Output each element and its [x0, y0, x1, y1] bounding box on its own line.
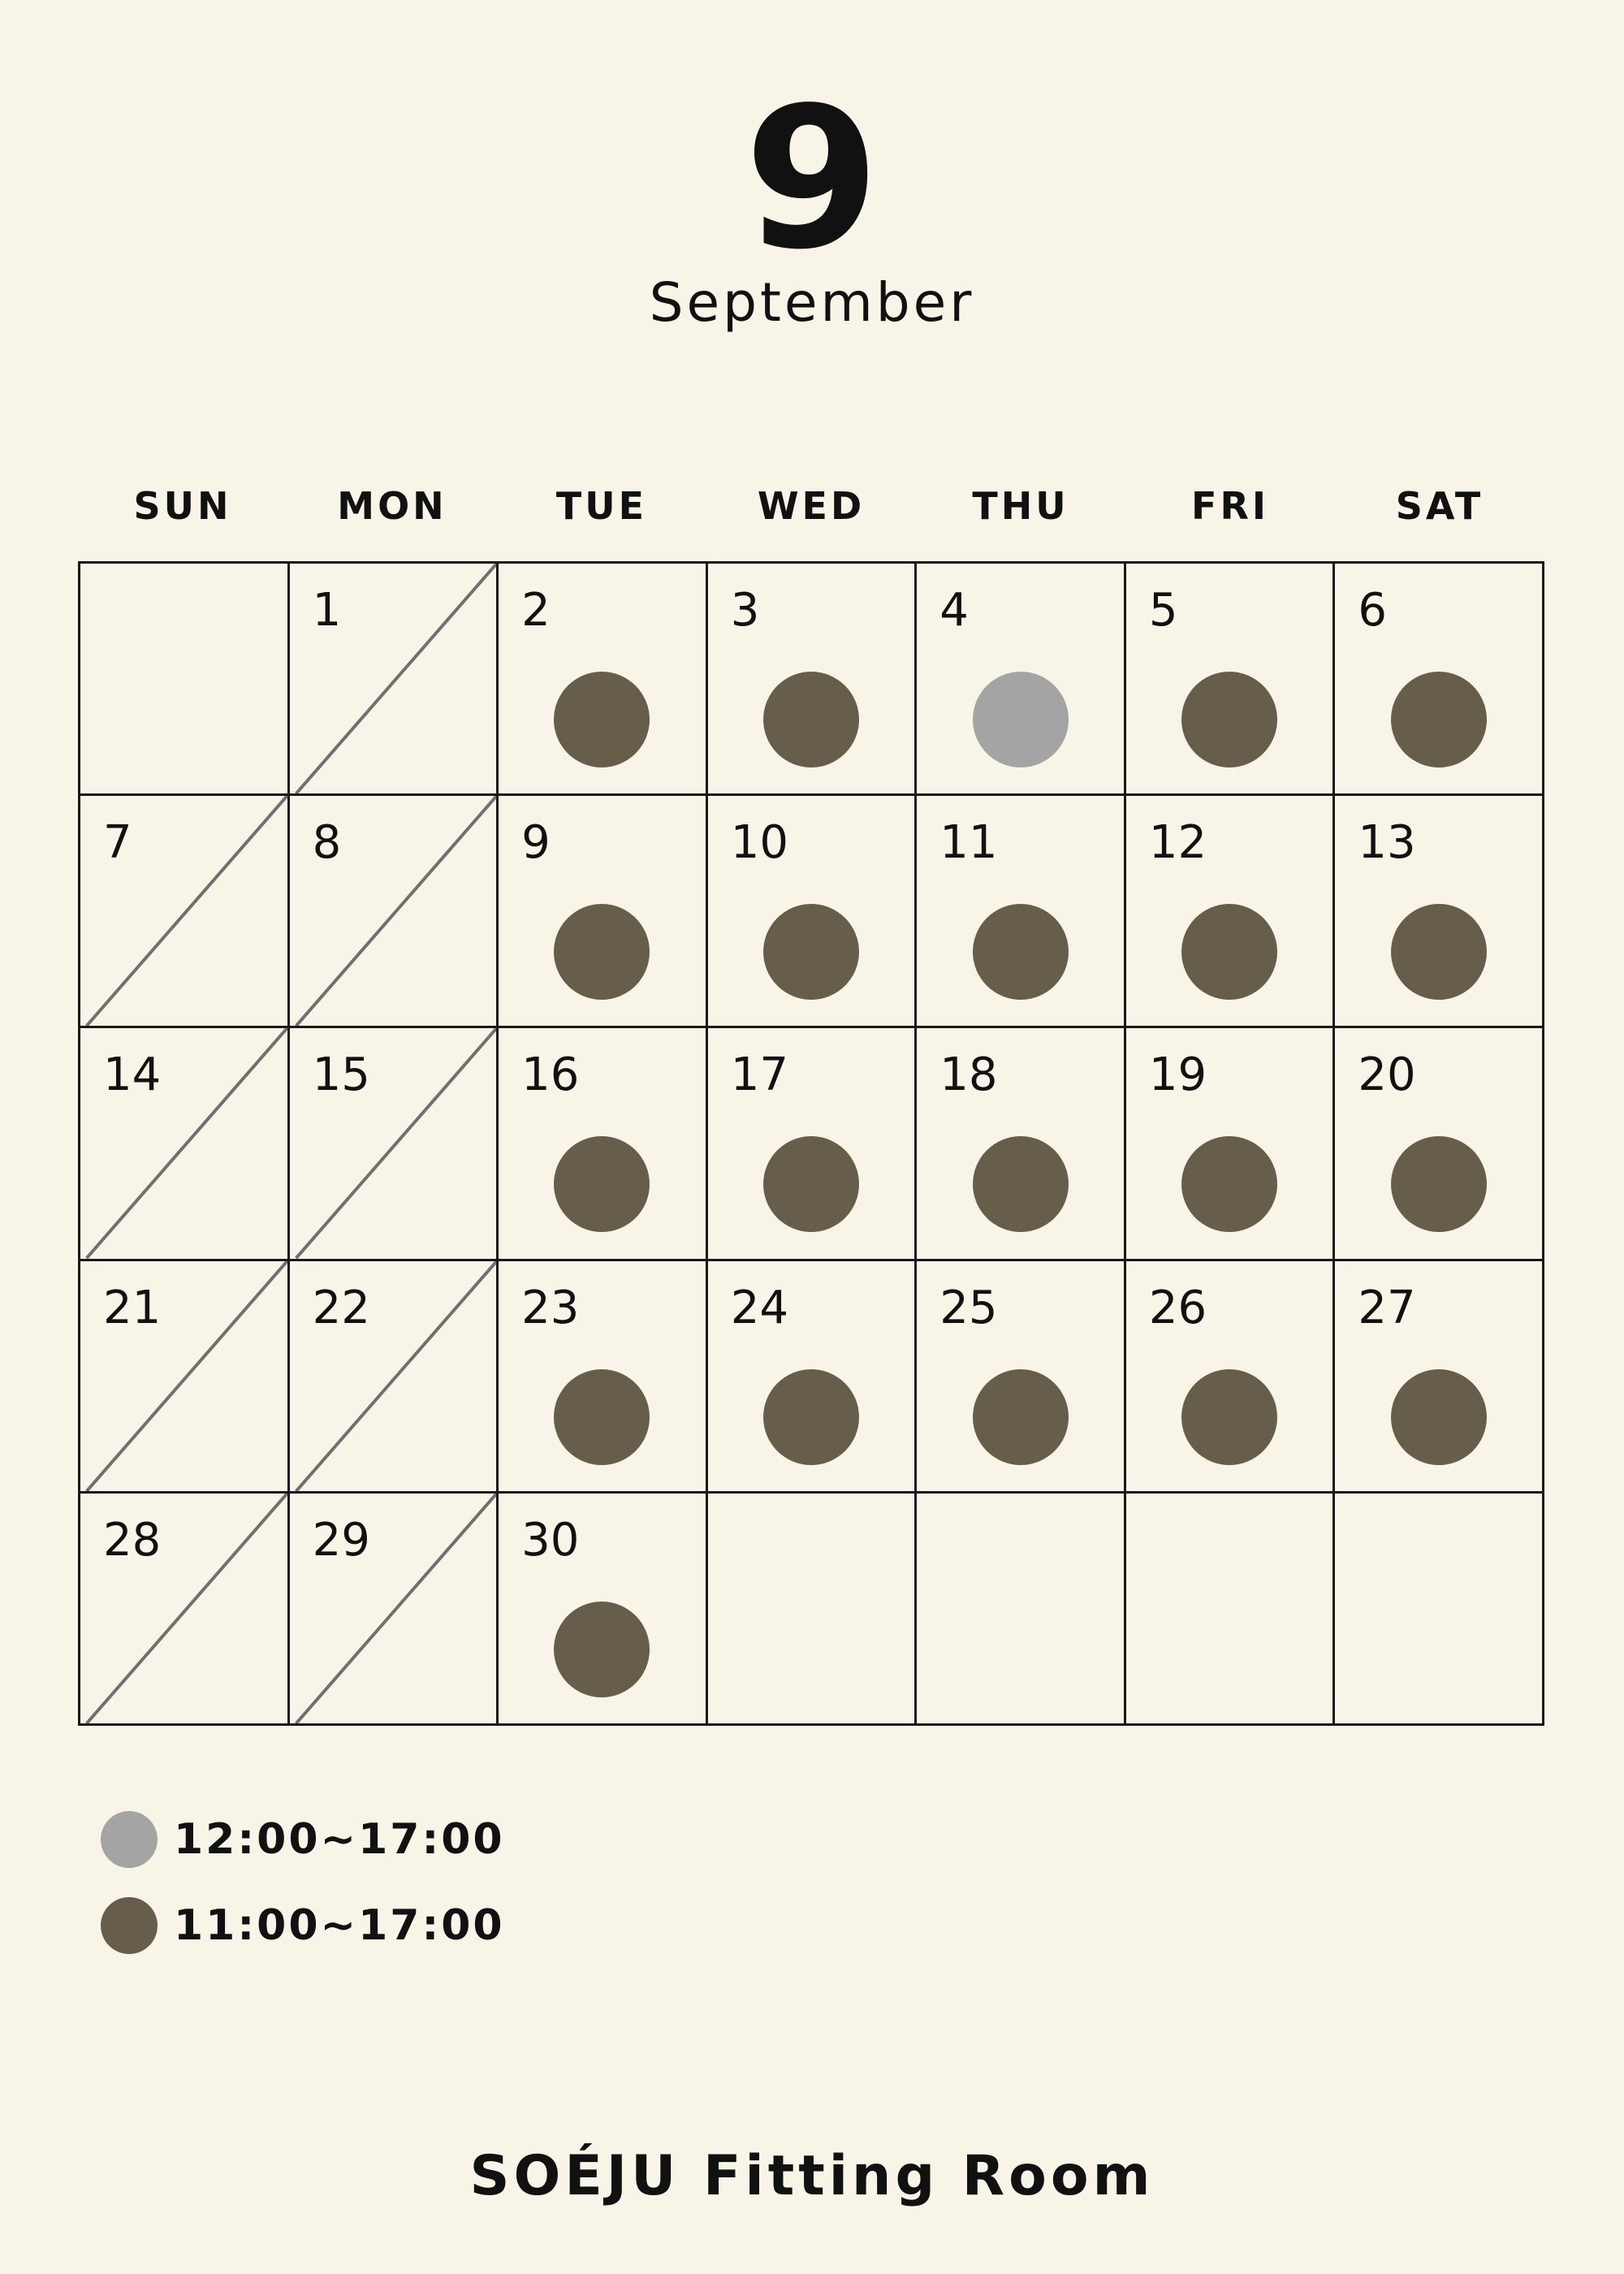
day-number: 18	[939, 1048, 998, 1102]
legend-item-12	[101, 1811, 505, 1868]
day-cell-10	[708, 796, 918, 1028]
dark-dot-icon	[973, 1136, 1069, 1232]
day-cell-15	[290, 1028, 499, 1260]
dark-dot-icon	[554, 672, 650, 767]
day-cell-13	[1335, 796, 1544, 1028]
day-number: 1	[312, 584, 342, 637]
empty-cell	[80, 564, 290, 796]
day-cell-14	[80, 1028, 290, 1260]
day-cell-4	[917, 564, 1126, 796]
day-cell-19	[1126, 1028, 1336, 1260]
empty-cell	[917, 1494, 1126, 1726]
day-cell-1	[290, 564, 499, 796]
month-name: September	[649, 271, 975, 334]
dark-dot-icon	[554, 1369, 650, 1465]
day-cell-20	[1335, 1028, 1544, 1260]
day-cell-8	[290, 796, 499, 1028]
dark-dot-icon	[763, 904, 859, 1000]
weekday-mon: MON	[337, 484, 447, 528]
calendar-grid	[78, 561, 1544, 1726]
day-number: 25	[939, 1281, 998, 1334]
dark-dot-icon	[1181, 904, 1277, 1000]
day-number: 30	[521, 1513, 580, 1567]
month-number: 9	[744, 65, 880, 292]
gray-dot-icon	[973, 672, 1069, 767]
day-number: 5	[1148, 584, 1178, 637]
weekday-header-row	[78, 484, 1544, 533]
dark-dot-icon	[1391, 1136, 1487, 1232]
day-cell-9	[499, 796, 708, 1028]
dark-dot-icon	[763, 1136, 859, 1232]
day-number: 8	[312, 816, 342, 870]
legend	[101, 1811, 505, 1983]
day-number: 24	[730, 1281, 788, 1334]
day-number: 21	[103, 1281, 162, 1334]
day-cell-6	[1335, 564, 1544, 796]
gray-dot-icon	[101, 1811, 158, 1868]
legend-label: 11:00~17:00	[174, 1901, 505, 1950]
day-number: 20	[1358, 1048, 1416, 1102]
dark-dot-icon	[1181, 1136, 1277, 1232]
dark-dot-icon	[1181, 672, 1277, 767]
day-number: 26	[1148, 1281, 1207, 1334]
empty-cell	[708, 1494, 918, 1726]
day-cell-23	[499, 1261, 708, 1494]
day-number: 6	[1358, 584, 1388, 637]
day-number: 22	[312, 1281, 370, 1334]
dark-dot-icon	[554, 904, 650, 1000]
legend-label: 12:00~17:00	[174, 1815, 505, 1864]
weekday-fri: FRI	[1191, 484, 1269, 528]
day-number: 17	[730, 1048, 788, 1102]
day-number: 15	[312, 1048, 370, 1102]
day-number: 11	[939, 816, 998, 870]
dark-dot-icon	[554, 1136, 650, 1232]
empty-cell	[1126, 1494, 1336, 1726]
weekday-sat: SAT	[1395, 484, 1484, 528]
empty-cell	[1335, 1494, 1544, 1726]
day-number: 2	[521, 584, 551, 637]
day-number: 9	[521, 816, 551, 870]
dark-dot-icon	[1391, 904, 1487, 1000]
dark-dot-icon	[101, 1897, 158, 1954]
dark-dot-icon	[763, 672, 859, 767]
day-cell-16	[499, 1028, 708, 1260]
weekday-thu: THU	[972, 484, 1069, 528]
day-cell-30	[499, 1494, 708, 1726]
day-number: 3	[730, 584, 760, 637]
day-cell-29	[290, 1494, 499, 1726]
day-cell-3	[708, 564, 918, 796]
day-cell-28	[80, 1494, 290, 1726]
dark-dot-icon	[1181, 1369, 1277, 1465]
day-cell-7	[80, 796, 290, 1028]
day-number: 19	[1148, 1048, 1207, 1102]
day-cell-25	[917, 1261, 1126, 1494]
day-cell-11	[917, 796, 1126, 1028]
day-number: 10	[730, 816, 788, 870]
day-cell-2	[499, 564, 708, 796]
day-cell-26	[1126, 1261, 1336, 1494]
dark-dot-icon	[763, 1369, 859, 1465]
day-cell-18	[917, 1028, 1126, 1260]
day-cell-5	[1126, 564, 1336, 796]
footer-brand: SOÉJU Fitting Room	[469, 2144, 1155, 2208]
day-number: 28	[103, 1513, 162, 1567]
dark-dot-icon	[1391, 672, 1487, 767]
day-cell-24	[708, 1261, 918, 1494]
legend-item-11	[101, 1897, 505, 1954]
day-number: 7	[103, 816, 132, 870]
day-number: 12	[1148, 816, 1207, 870]
day-cell-27	[1335, 1261, 1544, 1494]
day-cell-17	[708, 1028, 918, 1260]
day-number: 29	[312, 1513, 370, 1567]
dark-dot-icon	[973, 1369, 1069, 1465]
day-number: 27	[1358, 1281, 1416, 1334]
day-number: 16	[521, 1048, 580, 1102]
day-number: 23	[521, 1281, 580, 1334]
weekday-sun: SUN	[133, 484, 232, 528]
weekday-tue: TUE	[555, 484, 648, 528]
weekday-wed: WED	[757, 484, 866, 528]
day-cell-12	[1126, 796, 1336, 1028]
dark-dot-icon	[554, 1602, 650, 1697]
day-number: 13	[1358, 816, 1416, 870]
day-cell-22	[290, 1261, 499, 1494]
dark-dot-icon	[973, 904, 1069, 1000]
day-number: 14	[103, 1048, 162, 1102]
day-cell-21	[80, 1261, 290, 1494]
dark-dot-icon	[1391, 1369, 1487, 1465]
day-number: 4	[939, 584, 969, 637]
